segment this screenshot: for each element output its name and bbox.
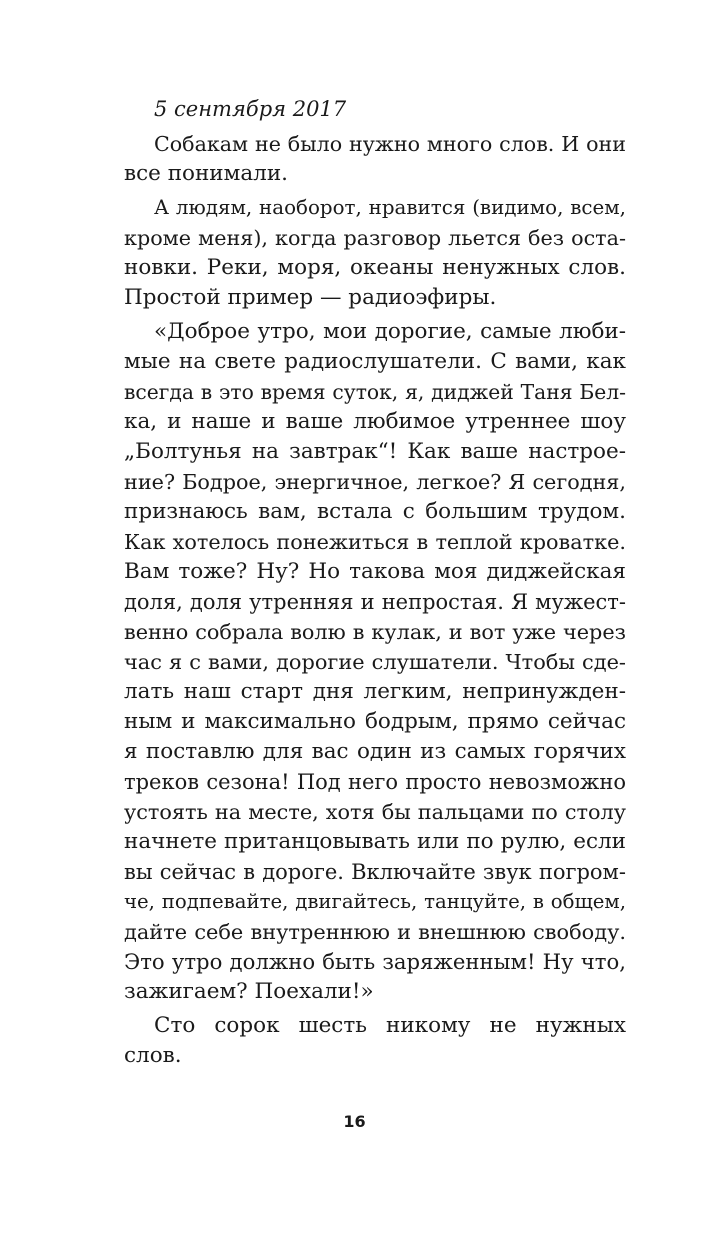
- text-line: венно собрала волю в кулак, и вот уже через: [124, 620, 626, 644]
- text-line: «Доброе утро, мои дорогие, самые люби-: [154, 319, 626, 344]
- paragraph: [124, 1007, 626, 1071]
- paragraph: [124, 125, 626, 189]
- page-number: 16: [343, 1112, 366, 1131]
- text-line: всегда в это время суток, я, диджей Таня Бел-: [124, 380, 626, 404]
- text-line: Простой пример — радиоэфиры.: [124, 285, 497, 310]
- text-line: новки. Реки, моря, океаны ненужных слов.: [124, 255, 626, 280]
- text-body: [124, 125, 626, 1071]
- text-line: треков сезона! Под него просто невозможно: [124, 769, 626, 794]
- text-line: устоять на месте, хотя бы пальцами по столу: [124, 800, 626, 824]
- text-line: лать наш старт дня легким, непринужден-: [124, 679, 626, 704]
- text-line: доля, доля утренняя и непростая. Я мужест-: [124, 590, 626, 614]
- text-line: начнете пританцовывать или по рулю, если: [124, 829, 626, 854]
- text-line: дайте себе внутреннюю и внешнюю свободу.: [124, 920, 626, 944]
- text-line: все понимали.: [124, 161, 289, 186]
- text-line: вы сейчас в дороге. Включайте звук погром-: [124, 859, 626, 884]
- text-line: Собакам не было нужно много слов. И они: [154, 132, 626, 156]
- text-line: мые на свете радиослушатели. С вами, как: [124, 349, 626, 374]
- text-line: Как хотелось понежиться в теплой кроватке.: [124, 530, 626, 554]
- text-line: я поставлю для вас один из самых горячих: [124, 739, 626, 764]
- paragraph: [124, 313, 626, 1007]
- entry-date: 5 сентября 2017: [154, 97, 347, 121]
- text-line: ка, и наше и ваше любимое утреннее шоу: [124, 409, 626, 434]
- text-line: Сто сорок шесть никому не нужных: [154, 1013, 626, 1038]
- text-line: зажигаем? Поехали!»: [124, 979, 374, 1004]
- text-line: слов.: [124, 1043, 182, 1068]
- text-line: Вам тоже? Ну? Но такова моя диджейская: [124, 559, 626, 584]
- text-line: А людям, наоборот, нравится (видимо, всем,: [154, 196, 626, 219]
- text-line: час я с вами, дорогие слушатели. Чтобы сде-: [124, 650, 626, 674]
- text-line: ным и максимально бодрым, прямо сейчас: [124, 709, 626, 734]
- text-line: че, подпевайте, двигайтесь, танцуйте, в общем,: [124, 890, 626, 913]
- page-body: [124, 94, 626, 1071]
- text-line: кроме меня), когда разговор льется без оста-: [124, 226, 626, 250]
- text-line: „Болтунья на завтрак“! Как ваше настрое-: [124, 439, 626, 464]
- text-line: Это утро должно быть заряженным! Ну что,: [124, 949, 626, 974]
- paragraph: [124, 189, 626, 313]
- text-line: признаюсь вам, встала с большим трудом.: [124, 499, 626, 524]
- text-line: ние? Бодрое, энергичное, легкое? Я сегодня,: [124, 470, 626, 494]
